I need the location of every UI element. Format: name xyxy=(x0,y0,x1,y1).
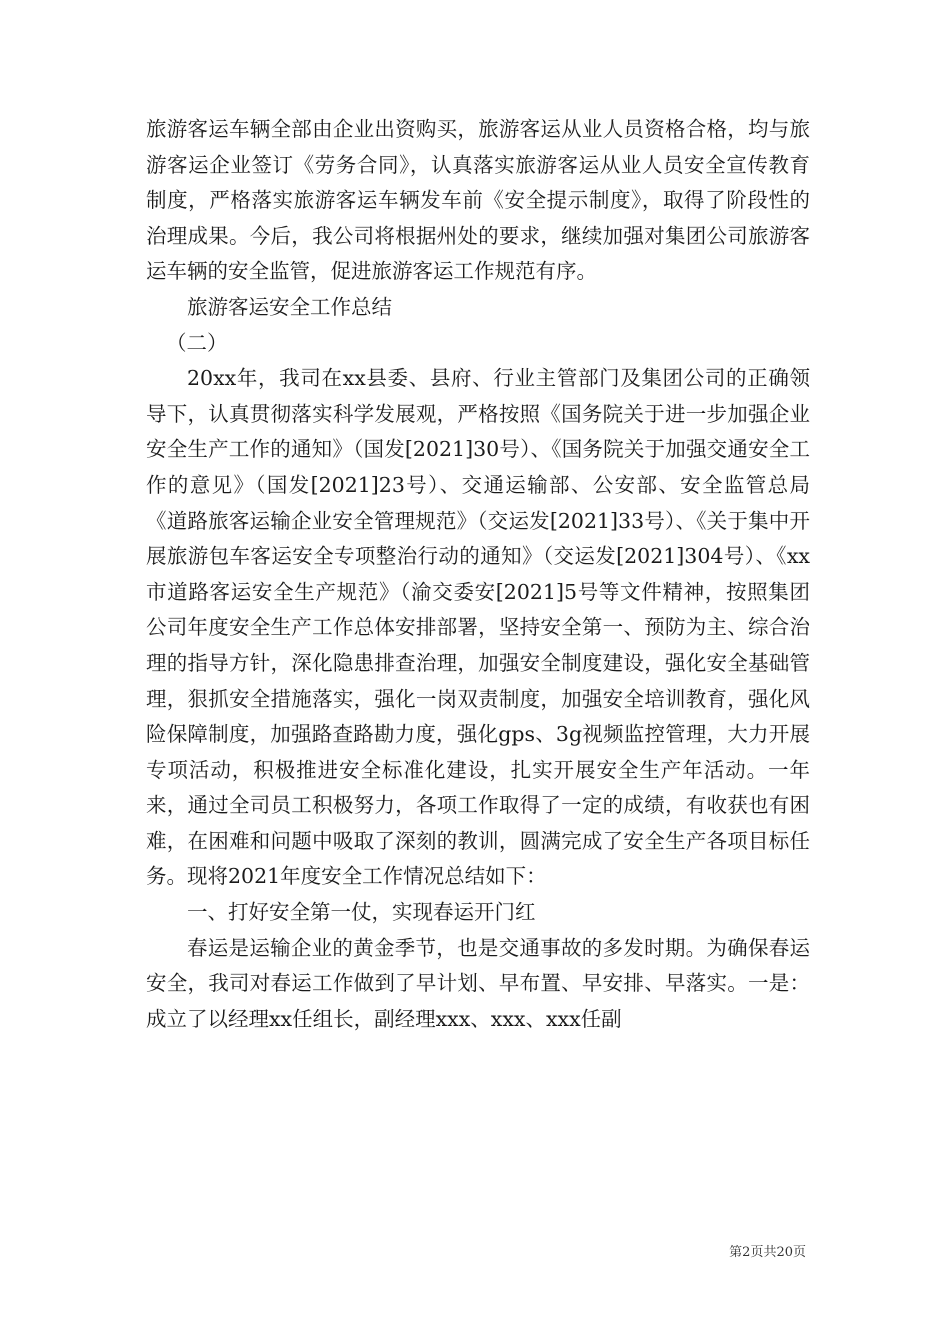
paragraph-intro: 20xx年，我司在xx县委、县府、行业主管部门及集团公司的正确领导下，认真贯彻落实科学发展观，严格按照《国务院关于进一步加强企业安全生产工作的通知》（国发[2021]30号）、《国务院关于加强交通安全工作的意见》（国发[2021]23号）、交通运输部、公安部、安全监管总局《道路旅客运输企业安全管理规范》（交运发[2021]33号）、《关于集中开展旅游包车客运安全专项整治行动的通知》（交运发[2021]304号）、《xx市道路客运安全生产规范》（渝交委安[2021]5号等文件精神，按照集团公司年度安全生产工作总体安排部署，坚持安全第一、预防为主、综合治理的指导方针，深化隐患排查治理，加强安全制度建设，强化安全基础管理，狠抓安全措施落实，强化一岗双责制度，加强安全培训教育，强化风险保障制度，加强路查路勘力度，强化gps、3g视频监控管理，大力开展专项活动，积极推进安全标准化建设，扎实开展安全生产年活动。一年来，通过全司员工积极努力，各项工作取得了一定的成绩，有收获也有困难，在困难和问题中吸取了深刻的教训，圆满完成了安全生产各项目标任务。现将2021年度安全工作情况总结如下： xyxy=(146,366,810,889)
paragraph-continuation: 旅游客运车辆全部由企业出资购买，旅游客运从业人员资格合格，均与旅游客运企业签订《劳务合同》，认真落实旅游客运从业人员安全宣传教育制度，严格落实旅游客运车辆发车前《安全提示制度》，取得了阶段性的治理成果。今后，我公司将根据州处的要求，继续加强对集团公司旅游客运车辆的安全监管，促进旅游客运工作规范有序。 xyxy=(146,117,810,284)
paragraph-spring-transport: 春运是运输企业的黄金季节，也是交通事故的多发时期。为确保春运安全，我司对春运工作做到了早计划、早布置、早安排、早落实。一是：成立了以经理xx任组长，副经理xxx、xxx、xxx任副 xyxy=(146,935,810,1031)
section-title: 旅游客运安全工作总结 xyxy=(187,294,392,319)
section-subtitle: （二） xyxy=(166,330,228,355)
section-heading-one: 一、打好安全第一仗，实现春运开门红 xyxy=(187,900,536,925)
page-number-footer: 第2页共20页 xyxy=(729,1245,806,1260)
document-body xyxy=(146,112,810,1037)
